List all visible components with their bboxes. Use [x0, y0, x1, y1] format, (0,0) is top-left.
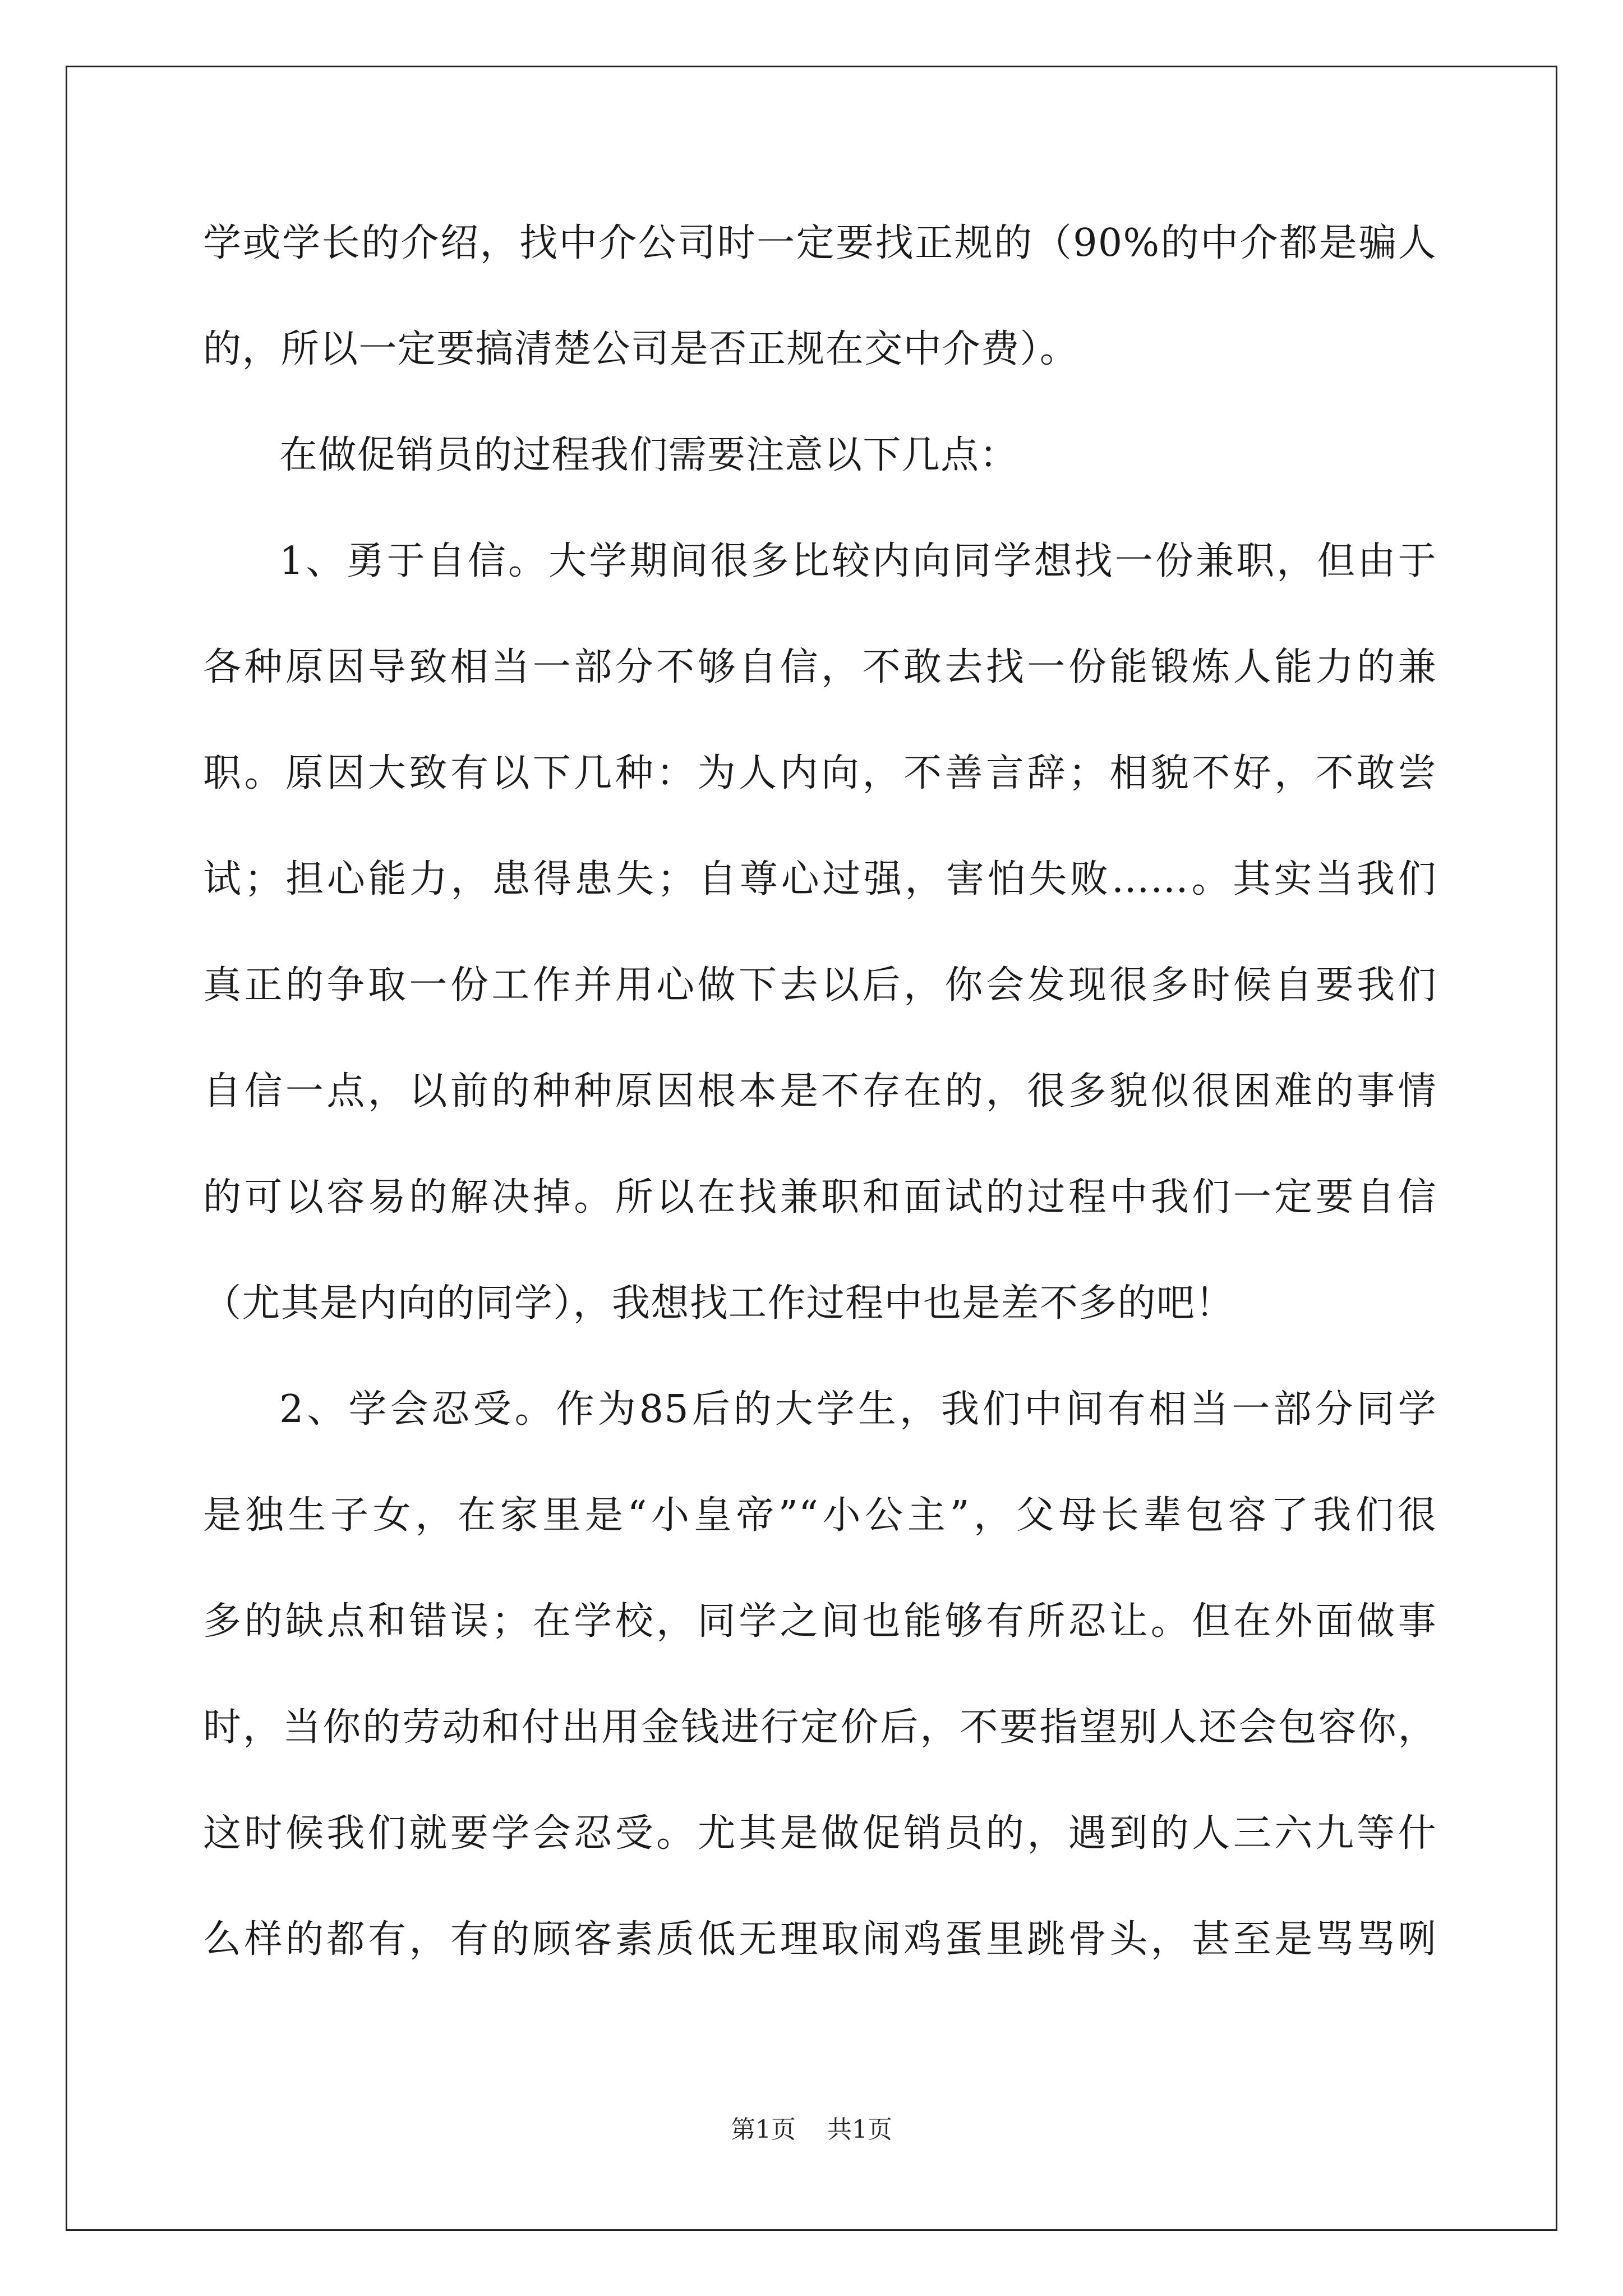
text-line: 自信一点，以前的种种原因根本是不存在的，很多貌似很困难的事情: [203, 1069, 1437, 1114]
text-line: 是独生子女，在家里是“小皇帝”“小公主”，父母长辈包容了我们很: [203, 1493, 1437, 1538]
text-line: 这时候我们就要学会忍受。尤其是做促销员的，遇到的人三六九等什: [203, 1811, 1437, 1856]
page-number: 第1页 共1页: [731, 2115, 892, 2144]
text-line: 各种原因导致相当一部分不够自信，不敢去找一份能锻炼人能力的兼: [203, 645, 1437, 689]
text-line: 在做促销员的过程我们需要注意以下几点：: [279, 433, 1018, 477]
document-body: [203, 221, 1437, 2027]
text-line: 1、勇于自信。大学期间很多比较内向同学想找一份兼职，但由于: [279, 539, 1437, 583]
text-line: 的可以容易的解决掉。所以在找兼职和面试的过程中我们一定要自信: [203, 1175, 1437, 1220]
text-line: 真正的争取一份工作并用心做下去以后，你会发现很多时候自要我们: [203, 963, 1437, 1007]
text-line: 多的缺点和错误；在学校，同学之间也能够有所忍让。但在外面做事: [203, 1599, 1437, 1644]
text-line: 时，当你的劳动和付出用金钱进行定价后，不要指望别人还会包容你，: [203, 1705, 1437, 1750]
text-line: 试；担心能力，患得患失；自尊心过强，害怕失败……。其实当我们: [203, 857, 1437, 901]
text-line: 么样的都有，有的顾客素质低无理取闹鸡蛋里跳骨头，甚至是骂骂咧: [203, 1917, 1437, 1962]
text-line: 2、学会忍受。作为85后的大学生，我们中间有相当一部分同学: [279, 1387, 1437, 1432]
text-line: 学或学长的介绍，找中介公司时一定要找正规的（90%的中介都是骗人: [203, 221, 1437, 265]
text-line: （尤其是内向的同学），我想找工作过程中也是差不多的吧！: [203, 1281, 1234, 1326]
text-line: 职。原因大致有以下几种：为人内向，不善言辞；相貌不好，不敢尝: [203, 751, 1437, 795]
text-line: 的，所以一定要搞清楚公司是否正规在交中介费）。: [203, 327, 1079, 371]
